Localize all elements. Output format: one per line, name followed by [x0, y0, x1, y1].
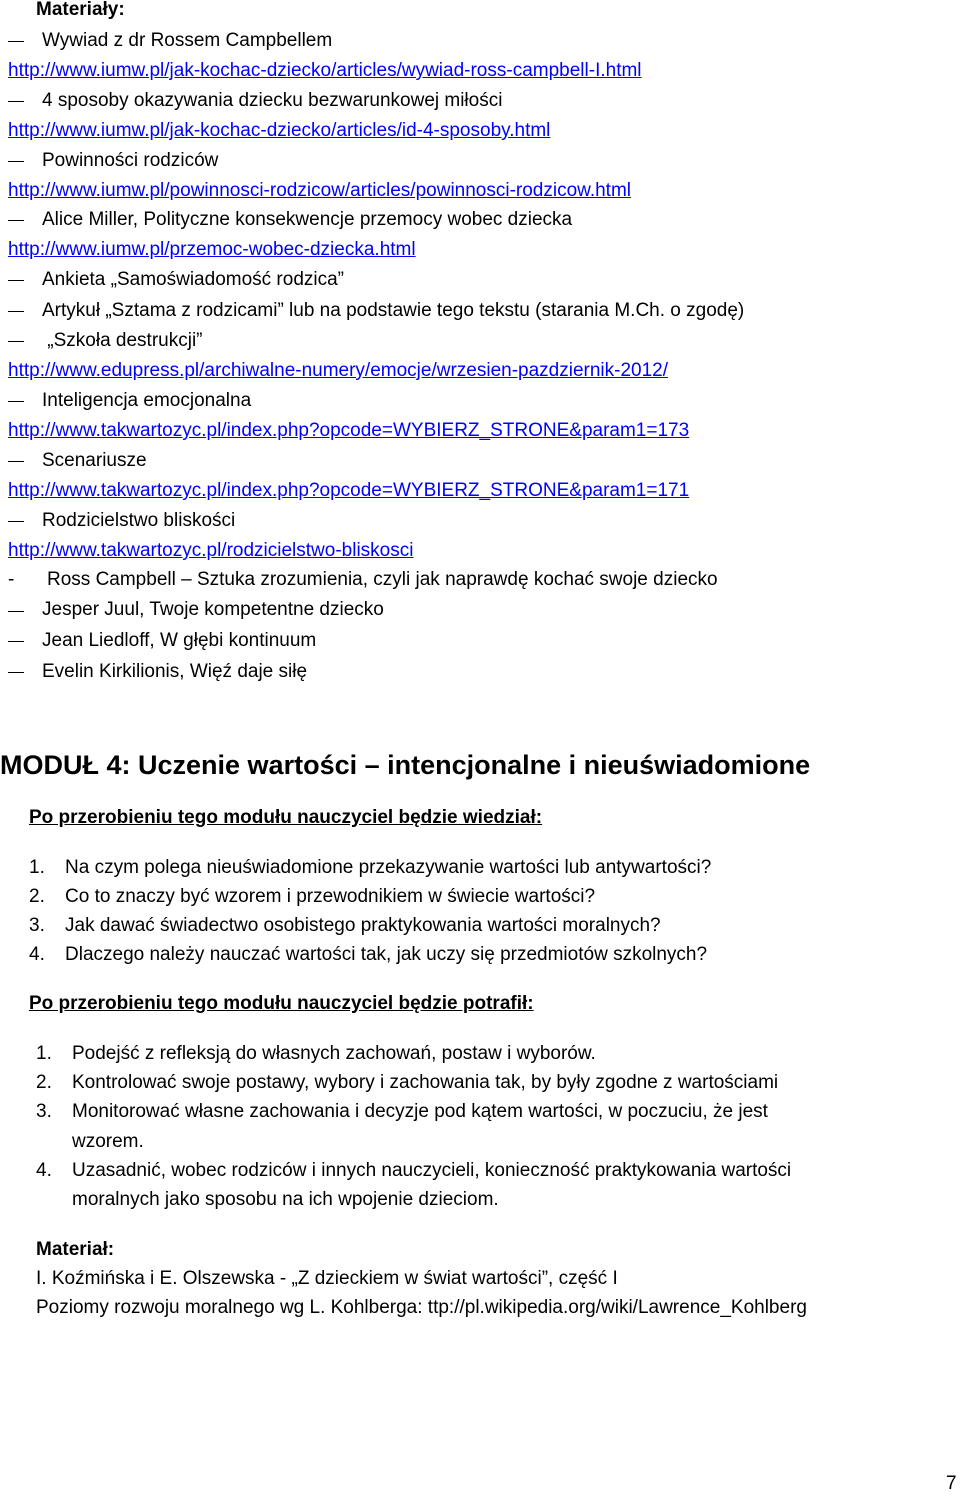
dash-bullet	[8, 611, 24, 612]
list-item: Alice Miller, Polityczne konsekwencje przemocy wobec dziecka	[42, 209, 573, 230]
list-item: Artykuł „Sztama z rodzicami” lub na podstawie tego tekstu (starania M.Ch. o zgodę)	[42, 300, 745, 321]
list-item: Na czym polega nieuświadomione przekazywanie wartości lub antywartości?	[65, 857, 712, 878]
link[interactable]: http://www.iumw.pl/powinnosci-rodzicow/articles/powinnosci-rodzicow.html	[8, 180, 632, 201]
list-item: Kontrolować swoje postawy, wybory i zachowania tak, by były zgodne z wartościami	[72, 1072, 779, 1093]
item-number: 3.	[36, 1101, 52, 1122]
list-item: Co to znaczy być wzorem i przewodnikiem w świecie wartości?	[65, 886, 596, 907]
material-heading: Materiał:	[36, 1239, 115, 1260]
dash-bullet	[8, 672, 24, 673]
link[interactable]: http://www.takwartozyc.pl/index.php?opcode=WYBIERZ_STRONE&param1=173	[8, 420, 690, 441]
list-item: Powinności rodziców	[42, 150, 219, 171]
list-item-continuation: moralnych jako sposobu na ich wpojenie dzieciom.	[72, 1189, 499, 1210]
list-item: Jesper Juul, Twoje kompetentne dziecko	[42, 599, 384, 620]
dash-bullet	[8, 220, 24, 221]
list-item: „Szkoła destrukcji”	[42, 330, 203, 351]
link[interactable]: http://www.takwartozyc.pl/rodzicielstwo-bliskosci	[8, 540, 414, 561]
list-item: Rodzicielstwo bliskości	[42, 510, 236, 531]
dash-bullet	[8, 101, 24, 102]
dash-bullet	[8, 341, 24, 342]
link[interactable]: http://www.iumw.pl/jak-kochac-dziecko/articles/id-4-sposoby.html	[8, 120, 551, 141]
dash-bullet	[8, 280, 24, 281]
page-number: 7	[946, 1473, 957, 1494]
dash-bullet	[8, 41, 24, 42]
dash-bullet	[8, 311, 24, 312]
list-item: Jean Liedloff, W głębi kontinuum	[42, 630, 317, 651]
skills-heading: Po przerobieniu tego modułu nauczyciel będzie potrafił:	[29, 993, 534, 1014]
list-item: Inteligencja emocjonalna	[42, 390, 252, 411]
materials-heading: Materiały:	[36, 0, 125, 20]
link[interactable]: http://www.iumw.pl/jak-kochac-dziecko/articles/wywiad-ross-campbell-I.html	[8, 60, 642, 81]
item-number: 2.	[36, 1072, 52, 1093]
list-item: Scenariusze	[42, 450, 147, 471]
module-title: Uczenie wartości – intencjonalne i nieuświadomione	[138, 750, 811, 780]
list-item: Dlaczego należy nauczać wartości tak, jak uczy się przedmiotów szkolnych?	[65, 944, 708, 965]
list-item: Uzasadnić, wobec rodziców i innych nauczycieli, konieczność praktykowania wartości	[72, 1160, 792, 1181]
link[interactable]: http://www.iumw.pl/przemoc-wobec-dziecka.html	[8, 239, 416, 260]
material-line: Poziomy rozwoju moralnego wg L. Kohlberga: ttp://pl.wikipedia.org/wiki/Lawrence_Kohlberg	[36, 1297, 807, 1318]
item-number: 1.	[29, 857, 45, 878]
dash-bullet	[8, 161, 24, 162]
list-item: Wywiad z dr Rossem Campbellem	[42, 30, 333, 51]
list-item: Podejść z refleksją do własnych zachowań, postaw i wyborów.	[72, 1043, 596, 1064]
dash-bullet	[8, 521, 24, 522]
material-line: I. Koźmińska i E. Olszewska - „Z dzieckiem w świat wartości”, część I	[36, 1268, 618, 1289]
module-prefix: MODUŁ 4:	[0, 750, 131, 780]
hyphen-bullet: -	[8, 569, 15, 590]
list-item: Evelin Kirkilionis, Więź daje siłę	[42, 661, 308, 682]
link[interactable]: http://www.takwartozyc.pl/index.php?opcode=WYBIERZ_STRONE&param1=171	[8, 480, 690, 501]
list-item: Ankieta „Samoświadomość rodzica”	[42, 269, 345, 290]
item-number: 3.	[29, 915, 45, 936]
module-heading	[0, 748, 810, 782]
item-number: 1.	[36, 1043, 52, 1064]
dash-bullet	[8, 461, 24, 462]
item-number: 2.	[29, 886, 45, 907]
list-item: Ross Campbell – Sztuka zrozumienia, czyli jak naprawdę kochać swoje dziecko	[47, 569, 718, 590]
list-item: Jak dawać świadectwo osobistego praktykowania wartości moralnych?	[65, 915, 661, 936]
dash-bullet	[8, 401, 24, 402]
list-item: Monitorować własne zachowania i decyzje pod kątem wartości, w poczuciu, że jest	[72, 1101, 768, 1122]
item-number: 4.	[36, 1160, 52, 1181]
list-item-continuation: wzorem.	[72, 1131, 144, 1152]
list-item: 4 sposoby okazywania dziecku bezwarunkowej miłości	[42, 90, 503, 111]
item-number: 4.	[29, 944, 45, 965]
dash-bullet	[8, 641, 24, 642]
knowledge-heading: Po przerobieniu tego modułu nauczyciel będzie wiedział:	[29, 807, 543, 828]
link[interactable]: http://www.edupress.pl/archiwalne-numery/emocje/wrzesien-pazdziernik-2012/	[8, 360, 669, 381]
